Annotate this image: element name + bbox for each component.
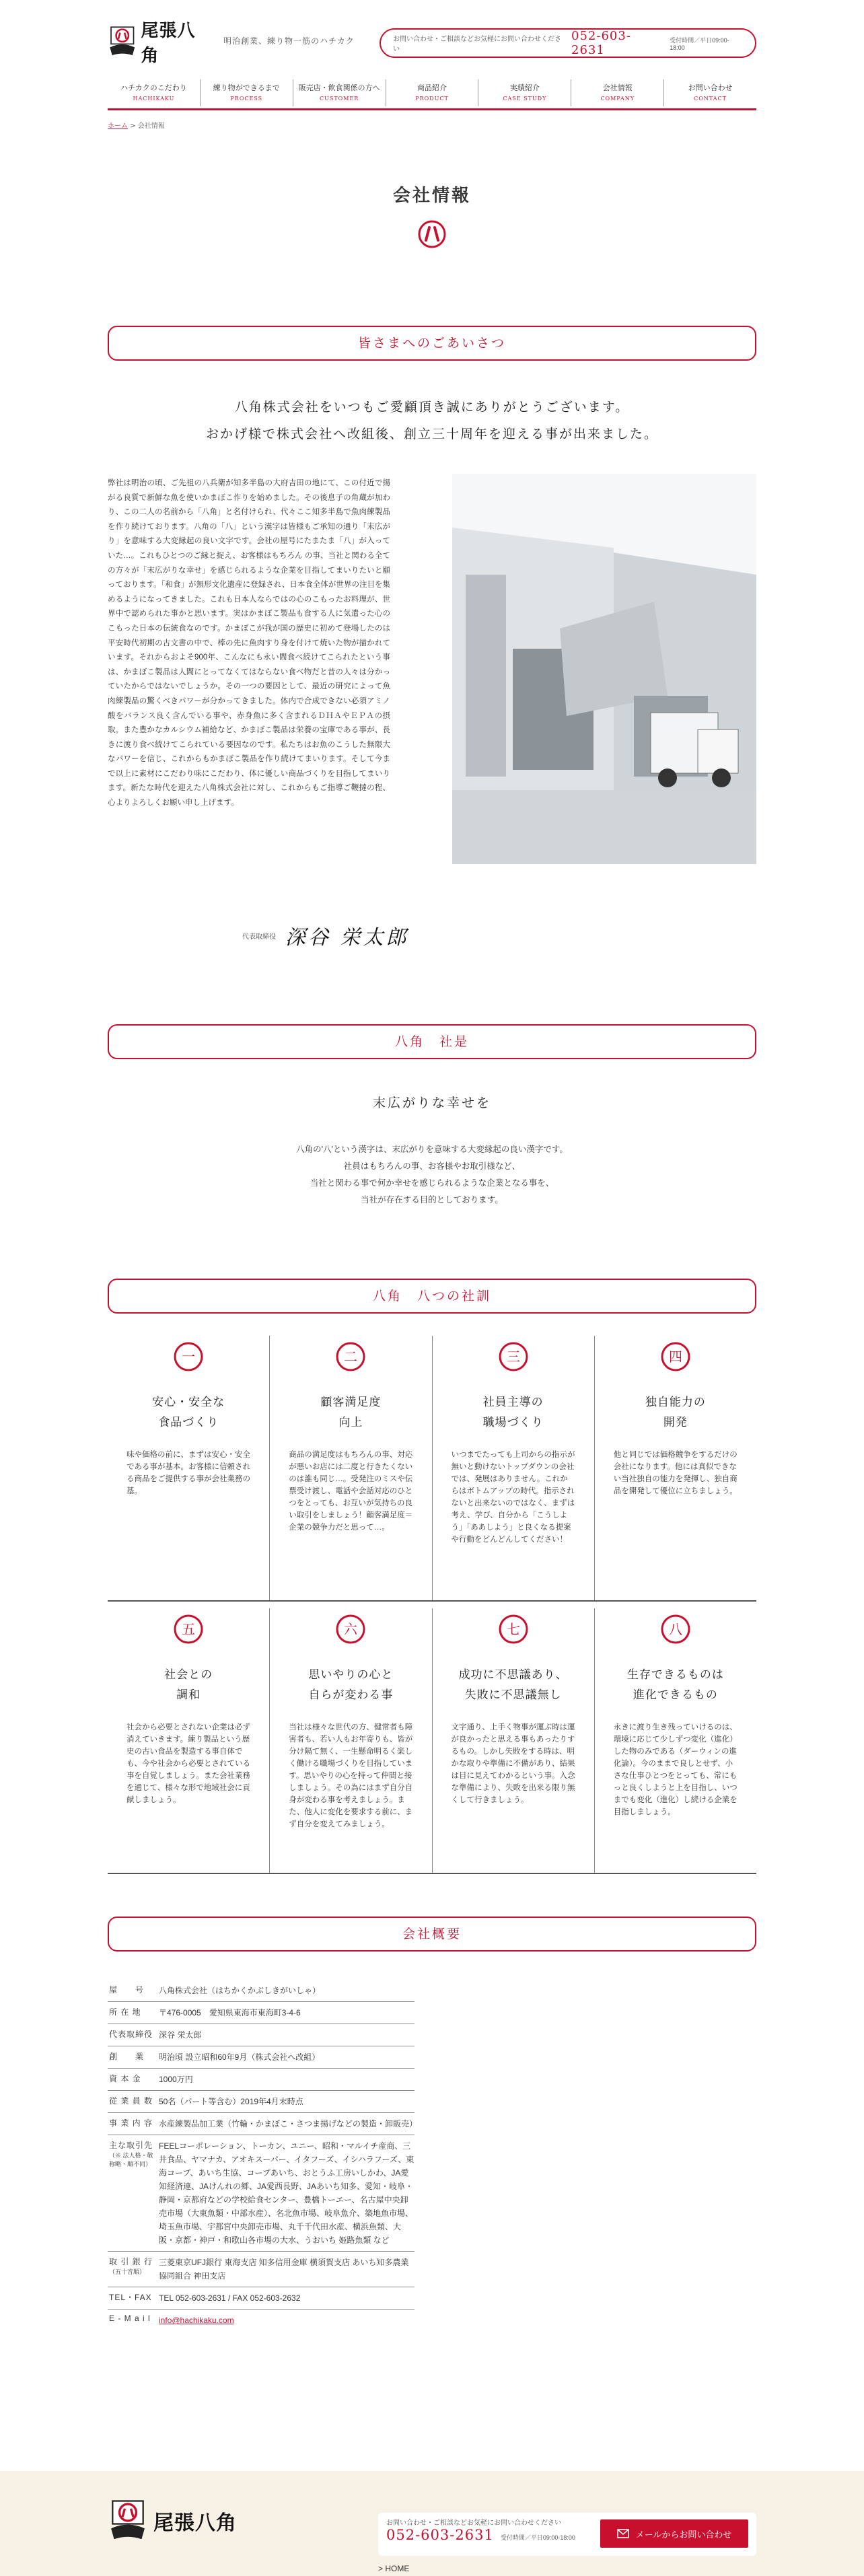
- table-row: [108, 2310, 415, 2331]
- row-value: 深谷 栄太郎: [159, 2030, 202, 2040]
- principle-number: 四: [668, 1349, 682, 1365]
- principle-title-line: 思いやりの心と: [308, 1668, 394, 1682]
- row-value: TEL 052-603-2631 / FAX 052-603-2632: [159, 2293, 301, 2303]
- principle-card: [432, 1608, 594, 1873]
- table-row: [108, 2002, 415, 2024]
- nav-label-en: HACHIKAKU: [133, 96, 175, 102]
- greeting-heading: 皆さまへのごあいさつ: [108, 326, 756, 361]
- signature: [242, 921, 409, 950]
- row-key-label: 主な取引先: [109, 2141, 153, 2150]
- principle-title: [614, 1392, 737, 1434]
- nav-label: 販売店・飲食関係の方へ: [298, 83, 380, 92]
- row-key-label: 創 業: [109, 2052, 145, 2061]
- site-footer: [0, 2471, 864, 2576]
- principle-title-line: 調和: [176, 1688, 201, 1702]
- principle-title-line: 社会との: [164, 1668, 213, 1682]
- table-row: [108, 2113, 418, 2135]
- row-value: 50名（パート等含む）2019年4月末時点: [159, 2097, 303, 2106]
- breadcrumb-home-link[interactable]: ホーム: [108, 122, 128, 130]
- business-hours: 受付時間／平日09:00-18:00: [670, 36, 729, 51]
- row-key: [108, 2113, 155, 2135]
- principle-title: [452, 1665, 575, 1707]
- motto-line: 社員はもちろんの事、お客様やお取引様など、: [343, 1161, 521, 1171]
- row-value: 〒476-0005 愛知県東海市東海町3-4-6: [159, 2008, 301, 2017]
- number-emblem-icon: [498, 1341, 529, 1372]
- principle-text: 永きに渡り生き残っていけるのは、環境に応じて少しずつ変化（進化）した物のみである（ダーウィンの進化論）。今のままで良しとせず、小さな仕事ひとつをとっても、常にもっと良くしようと上を目指し、いつまでも変化（進化）し続ける企業を目指しましょう。: [613, 1723, 737, 1816]
- principle-title: [614, 1665, 737, 1707]
- phone-number[interactable]: 052-603-2631: [571, 29, 631, 57]
- footer-logo[interactable]: [108, 2498, 237, 2544]
- breadcrumb-current: 会社情報: [137, 122, 165, 130]
- site-header: [108, 17, 756, 71]
- tagline: 明治創業、練り物一筋のハチカク: [223, 36, 355, 46]
- principles-heading: 八角 八つの社訓: [108, 1279, 756, 1314]
- principle-title-line: 失敗に不思議無し: [464, 1688, 562, 1702]
- row-key-note: （※ 法人格・敬称略・順不同）: [109, 2152, 153, 2168]
- motto-line: 八角の'八'という漢字は、末広がりを意味する大変縁起の良い漢字です。: [296, 1145, 568, 1154]
- principle-number: 一: [182, 1349, 196, 1365]
- email-link[interactable]: info@hachikaku.com: [159, 2316, 234, 2325]
- principle-title-line: 開発: [663, 1416, 688, 1429]
- number-emblem-icon: [335, 1341, 366, 1372]
- greeting-lead-line: 八角株式会社をいつもご愛顧頂き誠にありがとうございます。: [234, 400, 630, 415]
- table-row: [108, 2287, 415, 2310]
- row-key-label: E - M a i l: [109, 2314, 151, 2323]
- greeting-body: 弊社は明治の頃、ご先祖の八兵衛が知多半島の大府吉田の地にて、この付近で揚がる良質で新鮮な魚を使いかまぼこ作りを始めました。その後息子の角蔵が加わり、この二人の名前から「八角」と名付けられ、代々ここ知多半島で魚肉練製品を作り続けております。八角の「八」という漢字は皆様もご承知の通り「末広がり」を意味する大変縁起の良い文字です。会社の屋号にたまたま「八」が入っていた…。これもひとつのご縁と捉え、お客様はもちろん の事、当社と関わる全ての方々が「末広がりな幸せ」を感じられるような企業を目指してまいりたいと願っております。「和食」が無形文化遺産に登録され、日本食全体が世界の注目を集めるようになってきました。これも日本人ならではの心のこもったお料理が、世界中で認められた事かと思います。実はかまぼこ製品も食する人に気遣った心のこもった日本の伝統食なのです。かまぼこが我が国の歴史に初めて登場したのは平安時代初期の古文書の中で、棒の先に魚肉すり身を付けて焼いた物が描かれています。それからおよそ900年、こんなにも永い間食べ続けてこられたという事は、かまぼこ製品は人間にとってなくてはならない食べ物だと昔の人々は分かっていたからではないでしょうか。その一つの要因として、最近の研究によって魚肉練製品の驚くべきパワーが分かってきました。体内で合成できない必須アミノ酸をバランス良く含んでいる事や、赤身魚に多く含まれるＤＨＡやＥＰＡの摂取。また豊かなカルシウム補給など、かまぼこ製品は栄養の宝庫である事が、長きに渡り食べ続けてこられている要因なのです。私たちはお魚のこうした無限大なパワーを信じ、これからもかまぼこ製品を作り続けてまいります。そして今まで以上に素材にこだわり味にこだわり、体に優しい商品づくりを目指してまいります。新たな時代を迎えた八角株式会社に対し、これからもご指導ご鞭撻の程、心よりよろしくお願い申し上げます。: [108, 479, 390, 808]
- principle-card: [269, 1336, 431, 1600]
- row-key: [108, 2310, 155, 2331]
- principle-title-line: 成功に不思議あり、: [458, 1668, 568, 1682]
- mail-contact-button[interactable]: [600, 2519, 748, 2548]
- number-emblem-icon: [660, 1341, 691, 1372]
- global-nav: [108, 79, 756, 110]
- row-key-note: （五十音順）: [109, 2268, 146, 2275]
- footer-logo-text: 尾張八角: [153, 2511, 237, 2535]
- principle-text: 味や価格の前に、まずは安心・安全である事が基本。お客様に信頼される商品をご提供する事が会社業務の基。: [127, 1451, 250, 1495]
- row-key: [108, 2287, 155, 2309]
- table-row: [108, 2069, 415, 2091]
- nav-label-en: CASE STUDY: [503, 96, 547, 102]
- nav-label: 商品紹介: [417, 83, 447, 92]
- principle-card: [108, 1336, 269, 1600]
- principle-title: [127, 1665, 250, 1707]
- contact-label: お問い合わせ・ご相談などお気軽にお問い合わせください: [393, 36, 561, 53]
- business-hours: 受付時間／平日09:00-18:00: [500, 2534, 575, 2541]
- nav-label-en: CONTACT: [694, 96, 727, 102]
- footer-contact-box: [378, 2513, 756, 2556]
- principle-title-line: 食品づくり: [158, 1416, 219, 1429]
- greeting-lead: [0, 394, 864, 448]
- nav-label: 会社情報: [602, 83, 633, 92]
- table-row: [108, 2046, 415, 2069]
- principles-row: [108, 1336, 756, 1602]
- row-key: [108, 2046, 155, 2068]
- table-row: [108, 2091, 415, 2113]
- mail-button-label: メールからお問い合わせ: [635, 2530, 732, 2540]
- nav-item-product[interactable]: [386, 79, 478, 106]
- table-row: [108, 2252, 415, 2287]
- hachi-emblem-icon: [417, 219, 447, 249]
- row-value: FEELコーポレーション、トーカン、ユニー、昭和・マルイチ産商、三井食品、ヤマナカ、アオキスーパー、イタフーズ、イシハラフーズ、東海コープ、あいち生協、コープあいち、おとうふ工房いしかわ、JA愛知経済連、JAけんれの郷、JA愛西長野、JAあいち知多、愛知・岐阜・静岡・京都府などの学校給食センター、豊橋トーエー、名古屋中央卸売市場（大東魚類・中部水産）、名北魚市場、岐阜魚介、築地魚市場、埼玉魚市場、宇都宮中央卸売市場、丸千千代田水産、横浜魚類、大阪・京都・神戸・和歌山各市場の大水、うおいち 姫路魚類 など: [159, 2141, 415, 2245]
- principle-text: 当社は様々な世代の方、健常者も障害者も、若い人もお年寄りも、皆が分け隔て無く、一生懸命明るく楽しく働ける職場づくりを目指しています。思いやりの心を持って仲間と接しましょう。その為にはまず自分自身が変わる事を考えましょう。また、他人に変化を要求する前に、まず自分を変えてみましょう。: [289, 1723, 413, 1828]
- principle-title: [289, 1392, 412, 1434]
- principle-number: 六: [344, 1621, 358, 1637]
- number-emblem-icon: [173, 1614, 204, 1645]
- principle-card: [269, 1608, 431, 1873]
- row-value: 明治頃 設立昭和60年9月（株式会社へ改組）: [159, 2052, 320, 2062]
- number-emblem-icon: [335, 1614, 366, 1645]
- signature-role: 代表取締役: [242, 933, 276, 941]
- row-key: [108, 2002, 155, 2024]
- principle-number: 七: [506, 1621, 520, 1637]
- nav-label: 練り物ができるまで: [213, 83, 280, 92]
- principle-title-line: 進化できるもの: [633, 1688, 718, 1702]
- principle-text: いつまでたっても上司からの指示が無いと動けないトップダウンの会社では、発展はありません。これからはボトムアップの時代。指示されないと出来ないのではなく、まずは考え、学び、自分から「こうしよう」「ああしよう」と良くなる提案や行動をどんどんしてください！: [451, 1451, 575, 1544]
- motto-body: [0, 1141, 864, 1209]
- phone-number[interactable]: 052-603-2631: [386, 2527, 494, 2543]
- row-value: 水産練製品加工業（竹輪・かまぼこ・さつま揚げなどの製造・卸販売）: [159, 2119, 418, 2128]
- logo-text: 尾張八角: [141, 21, 196, 66]
- principle-number: 八: [668, 1621, 682, 1637]
- page-title: 会社情報: [392, 186, 471, 206]
- motto-heading: 八角 社是: [108, 1024, 756, 1059]
- principle-number: 五: [182, 1621, 196, 1637]
- principle-title-line: 社員主導の: [482, 1396, 544, 1409]
- principle-title-line: 独自能力の: [645, 1396, 706, 1409]
- row-key: [108, 1980, 155, 2001]
- row-key-label: 代表取締役: [109, 2030, 153, 2039]
- number-emblem-icon: [498, 1614, 529, 1645]
- principle-number: 二: [344, 1349, 358, 1365]
- principle-title-line: 自らが変わる事: [308, 1688, 394, 1702]
- principle-title-line: 向上: [338, 1416, 363, 1429]
- breadcrumb-separator: >: [128, 122, 138, 130]
- nav-label-en: COMPANY: [600, 96, 635, 102]
- principle-card: [108, 1608, 269, 1873]
- nav-item-company[interactable]: [571, 79, 663, 106]
- row-key: [108, 2135, 155, 2251]
- nav-item-process[interactable]: [200, 79, 293, 106]
- row-key: [108, 2024, 155, 2046]
- nav-item-hachikaku[interactable]: [108, 79, 200, 106]
- row-key-label: 従 業 員 数: [109, 2096, 153, 2106]
- principle-title-line: 顧客満足度: [320, 1396, 382, 1409]
- row-key: [108, 2091, 155, 2112]
- principle-text: 商品の満足度はもちろんの事、対応が悪いお店には二度と行きたくないのは誰も同じ…。受発注のミスや伝票受け渡し、電話や会話対応のひとつをとっても、お互いが気持ちの良い取引をしましょう！顧客満足度＝企業の競争力だと思って…。: [289, 1451, 413, 1532]
- row-key-label: 事 業 内 容: [109, 2118, 153, 2128]
- row-key: [108, 2252, 155, 2287]
- principle-title: [127, 1392, 250, 1434]
- row-key-label: TEL・FAX: [109, 2293, 152, 2302]
- table-row: [108, 2135, 415, 2252]
- principle-text: 他と同じでは価格競争をするだけの会社になります。他には真似できない当社独自の能力を発揮し、独自商品を開発して優位に立ちましょう。: [613, 1451, 737, 1495]
- row-value: 八角株式会社（はちかくかぶしきがいしゃ）: [159, 1986, 321, 1995]
- overview-heading: 会社概要: [108, 1917, 756, 1952]
- hachikaku-logo-icon: [108, 2498, 148, 2544]
- signature-name: 深谷 栄太郎: [285, 926, 409, 950]
- principle-text: 文字通り、上手く物事が運ぶ時は運が良かったと思える事もあったりするもの。しかし失敗をする時は、明かな取りや準備に不備があり、結果は目に見えてわかるという事。入念な準備により、失敗を出来る限り無くして行きましょう。: [451, 1723, 575, 1804]
- motto-line: 当社と関わる事で何か幸せを感じられるような企業となる事を、: [310, 1178, 554, 1188]
- principle-title-line: 生存できるものは: [626, 1668, 724, 1682]
- contact-label: お問い合わせ・ご相談などお気軽にお問い合わせください: [386, 2519, 561, 2527]
- principle-title-line: 職場づくり: [482, 1416, 544, 1429]
- company-overview-table: [108, 1980, 418, 2331]
- principle-title-line: 安心・安全な: [152, 1396, 225, 1409]
- principle-card: [594, 1608, 756, 1873]
- table-row: [108, 2024, 415, 2046]
- site-logo[interactable]: [108, 20, 202, 66]
- row-key: [108, 2069, 155, 2090]
- number-emblem-icon: [173, 1341, 204, 1372]
- nav-label-en: CUSTOMER: [320, 96, 359, 102]
- row-value: 1000万円: [159, 2075, 193, 2084]
- principles-row: [108, 1608, 756, 1874]
- company-building-photo: [452, 474, 756, 864]
- greeting-lead-line: おかげ様で株式会社へ改組後、創立三十周年を迎える事が出来ました。: [205, 427, 658, 441]
- row-key-label: 資 本 金: [109, 2074, 141, 2083]
- nav-label: 実績紹介: [509, 83, 540, 92]
- principle-card: [432, 1336, 594, 1600]
- number-emblem-icon: [660, 1614, 691, 1645]
- principle-card: [594, 1336, 756, 1600]
- principle-title: [452, 1392, 575, 1434]
- nav-label: ハチカクのこだわり: [120, 83, 187, 92]
- principle-title: [289, 1665, 412, 1707]
- header-contact-box[interactable]: [380, 28, 756, 58]
- principles-grid: [108, 1336, 756, 1881]
- hachikaku-logo-icon: [108, 22, 137, 62]
- nav-label-en: PROCESS: [230, 96, 263, 102]
- motto-line: 当社が存在する目的としております。: [361, 1195, 503, 1205]
- nav-item-case-study[interactable]: [478, 79, 571, 106]
- principle-text: 社会から必要とされない企業は必ず消えていきます。練り製品という歴史の古い食品を製造する事自体でも、今や社会から必要とされている事を自覚しましょう。また会社業務を通じて、様々な形で地域社会に貢献しましょう。: [127, 1723, 250, 1804]
- nav-label: お問い合わせ: [688, 83, 733, 92]
- row-key-label: 所 在 地: [109, 2007, 141, 2017]
- breadcrumb: [108, 120, 165, 130]
- table-row: [108, 1980, 415, 2002]
- motto-title: 末広がりな幸せを: [372, 1096, 491, 1110]
- row-key-label: 取 引 銀 行: [109, 2257, 153, 2266]
- principle-number: 三: [506, 1349, 520, 1365]
- nav-item-customer[interactable]: [293, 79, 386, 106]
- nav-label-en: PRODUCT: [415, 96, 449, 102]
- mail-icon: [617, 2529, 629, 2538]
- footer-home-link[interactable]: > HOME: [378, 2564, 410, 2573]
- nav-item-contact[interactable]: [663, 79, 756, 106]
- row-value: 三菱東京UFJ銀行 東海支店 知多信用金庫 横須賀支店 あいち知多農業協同組合 神田支店: [159, 2258, 409, 2281]
- row-key-label: 屋 号: [109, 1985, 145, 1995]
